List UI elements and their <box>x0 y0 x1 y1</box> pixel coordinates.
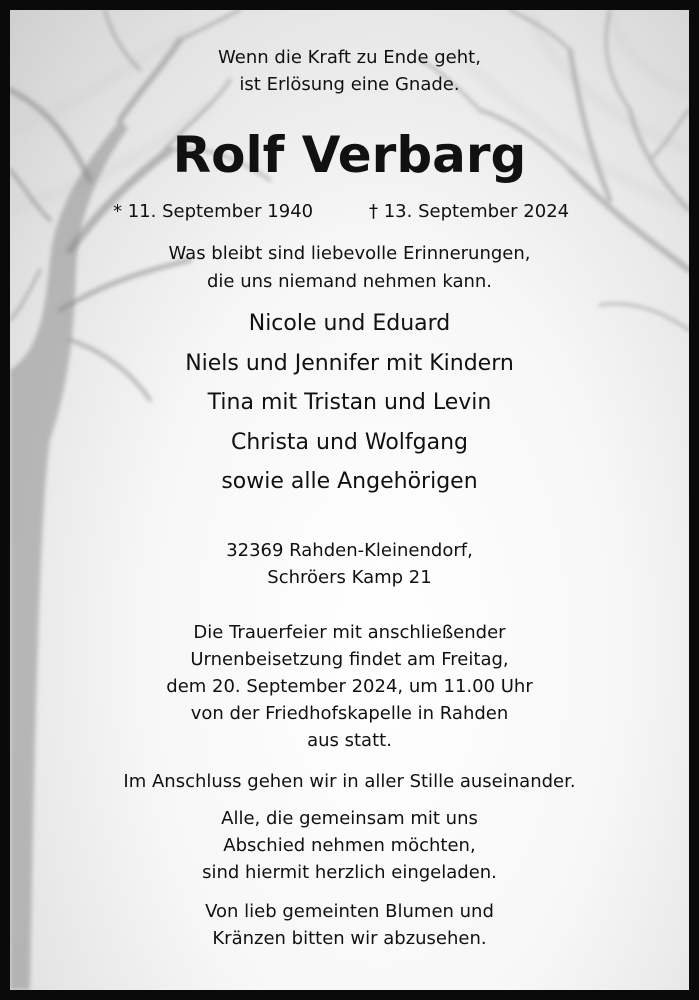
motto <box>10 44 689 98</box>
service-line: aus statt. <box>307 730 392 751</box>
invitation <box>10 805 689 886</box>
address <box>10 537 689 591</box>
service-line: Die Trauerfeier mit anschließender <box>193 622 506 643</box>
deceased-name: Rolf Verbarg <box>172 126 527 184</box>
mourner: Niels und Jennifer mit Kindern <box>185 350 514 376</box>
address-line: Schröers Kamp 21 <box>267 567 432 588</box>
memory-line: Was bleibt sind liebevolle Erinnerungen, <box>168 243 531 264</box>
service-line: von der Friedhofskapelle in Rahden <box>190 703 509 724</box>
birth-date: * 11. September 1940 <box>113 201 314 222</box>
address-line: 32369 Rahden-Kleinendorf, <box>226 540 473 561</box>
mourner: sowie alle Angehörigen <box>221 469 478 494</box>
funeral-service-info <box>10 619 689 754</box>
flowers-note <box>10 898 689 952</box>
mourner: Nicole und Eduard <box>248 311 451 336</box>
service-line: Urnenbeisetzung findet am Freitag, <box>190 649 509 670</box>
mourners-list <box>10 304 689 502</box>
mourner: Tina mit Tristan und Levin <box>207 390 492 415</box>
invitation-line: Alle, die gemeinsam mit uns <box>221 808 478 829</box>
obituary-text <box>10 10 689 990</box>
invitation-line: sind hiermit herzlich eingeladen. <box>202 862 497 883</box>
memory-verse <box>10 240 689 296</box>
flowers-line: Von lieb gemeinten Blumen und <box>205 901 494 922</box>
death-date: † 13. September 2024 <box>369 201 570 222</box>
motto-line: ist Erlösung eine Gnade. <box>239 74 460 95</box>
invitation-line: Abschied nehmen möchten, <box>223 835 476 856</box>
flowers-line: Kränzen bitten wir abzusehen. <box>212 928 487 949</box>
memory-line: die uns niemand nehmen kann. <box>206 271 493 292</box>
motto-line: Wenn die Kraft zu Ende geht, <box>218 47 481 68</box>
mourner: Christa und Wolfgang <box>230 429 468 455</box>
service-line: dem 20. September 2024, um 11.00 Uhr <box>166 676 533 697</box>
farewell-note: Im Anschluss gehen wir in aller Stille auseinander. <box>123 771 576 792</box>
